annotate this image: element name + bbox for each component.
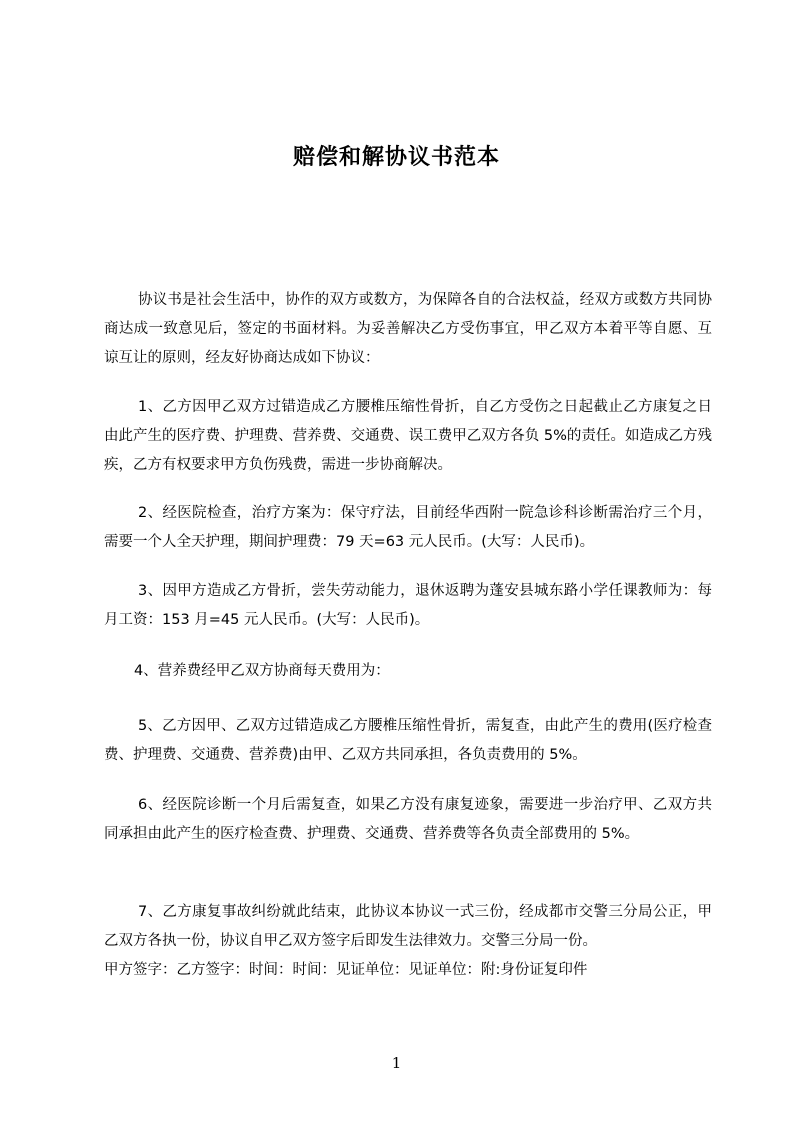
clause-3: 3、因甲方造成乙方骨折，尝失劳动能力，退休返聘为蓬安县城东路小学任课教师为：每月工资：153 月=45 元人民币。(大写：人民币)。 (104, 583, 712, 628)
clause-4: 4、营养费经甲乙双方协商每天费用为： (134, 663, 390, 679)
clause-5: 5、乙方因甲、乙双方过错造成乙方腰椎压缩性骨折，需复查，由此产生的费用(医疗检查费、护理费、交通费、营养费)由甲、乙双方共同承担，各负责费用的 5%。 (104, 718, 712, 763)
page-number: 1 (391, 1054, 402, 1072)
signature-line: 甲方签字：乙方签字：时间：时间：见证单位：见证单位：附:身份证复印件 (104, 962, 588, 978)
document-title: 赔偿和解协议书范本 (292, 145, 500, 170)
clause-2: 2、经医院检查，治疗方案为：保守疗法，目前经华西附一院急诊科诊断需治疗三个月，需要一个人全天护理，期间护理费：79 天=63 元人民币。(大写：人民币)。 (104, 505, 712, 550)
clause-1: 1、乙方因甲乙双方过错造成乙方腰椎压缩性骨折，自乙方受伤之日起截止乙方康复之日由此产生的医疗费、护理费、营养费、交通费、误工费甲乙双方各负 5%的责任。如造成乙方残疾，乙方有权要求甲方负伤残费，需进一步协商解决。 (104, 399, 712, 473)
clause-6: 6、经医院诊断一个月后需复查，如果乙方没有康复迹象，需要进一步治疗甲、乙双方共同承担由此产生的医疗检查费、护理费、交通费、营养费等各负责全部费用的 5%。 (104, 797, 712, 842)
clause-7: 7、乙方康复事故纠纷就此结束，此协议本协议一式三份，经成都市交警三分局公正，甲乙双方各执一份，协议自甲乙双方签字后即发生法律效力。交警三分局一份。 (104, 904, 712, 949)
intro-paragraph: 协议书是社会生活中，协作的双方或数方，为保障各自的合法权益，经双方或数方共同协商达成一致意见后，签定的书面材料。为妥善解决乙方受伤事宜，甲乙双方本着平等自愿、互谅互让的原则，经友好协商达成如下协议： (104, 292, 712, 366)
